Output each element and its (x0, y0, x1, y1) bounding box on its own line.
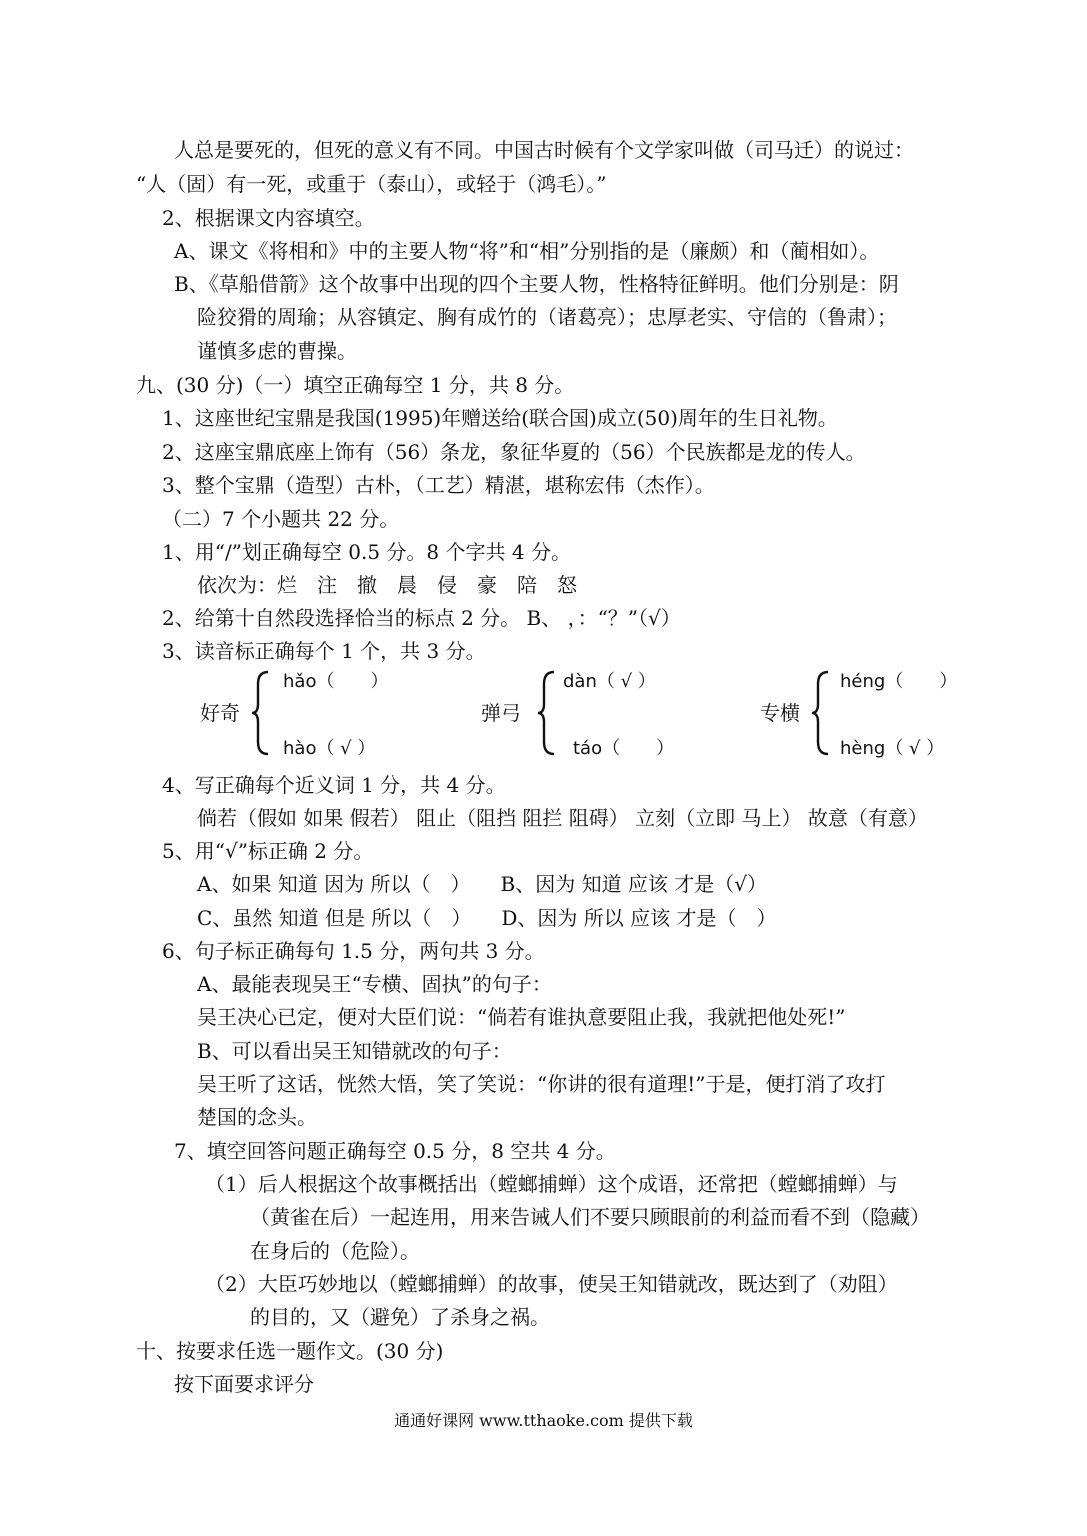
text-line: A、最能表现吴王“专横、固执”的句子： (197, 972, 552, 996)
pinyin-word: 好奇 (200, 701, 240, 725)
text-line: 依次为：烂 注 撤 晨 侵 豪 陪 怒 (197, 573, 577, 597)
text-line: 2、这座宝鼎底座上饰有（56）条龙，象征华夏的（56）个民族都是龙的传人。 (162, 440, 866, 464)
text-line: “人（固）有一死，或重于（泰山），或轻于（鸿毛）。” (136, 172, 607, 196)
left-brace-icon (536, 670, 558, 756)
text-line: A、如果 知道 因为 所以（ ） B、因为 知道 应该 才是（√） (197, 872, 768, 896)
text-line: 5、用“√”标正确 2 分。 (162, 839, 374, 863)
text-line: 倘若（假如 如果 假若） 阻止（阻挡 阻拦 阻碍） 立刻（立即 马上） 故意（有意） (197, 806, 928, 830)
pinyin-group-haoqi (200, 670, 420, 760)
text-line: 谨慎多虑的曹操。 (197, 339, 357, 363)
text-line: C、虽然 知道 但是 所以（ ） D、因为 所以 应该 才是（ ） (197, 906, 777, 930)
text-line: 2、给第十自然段选择恰当的标点 2 分。 B、 ，：“？”（√） (162, 606, 681, 630)
text-line: 吴王听了这话，恍然大悟，笑了笑说：“你讲的很有道理!”于是，便打消了攻打 (197, 1072, 886, 1096)
text-line: （黄雀在后）一起连用，用来告诫人们不要只顾眼前的利益而看不到（隐藏） (250, 1205, 930, 1229)
text-line: 3、读音标正确每个 1 个，共 3 分。 (162, 639, 486, 663)
pinyin-word: 专横 (760, 701, 800, 725)
text-line: （2）大臣巧妙地以（螳螂捕蝉）的故事，使吴王知错就改，既达到了（劝阻） (205, 1272, 898, 1296)
text-line: 1、这座世纪宝鼎是我国(1995)年赠送给(联合国)成立(50)周年的生日礼物。 (162, 406, 838, 430)
pinyin-option-bottom: táo（ ） (573, 738, 675, 759)
text-line: 7、填空回答问题正确每空 0.5 分，8 空共 4 分。 (174, 1139, 616, 1163)
text-line: A、课文《将相和》中的主要人物“将”和“相”分别指的是（廉颇）和（蔺相如）。 (174, 239, 880, 263)
pinyin-option-bottom: hào（ √ ） (283, 738, 376, 759)
pinyin-option-top: hǎo（ ） (283, 671, 389, 692)
pinyin-option-top: héng（ ） (840, 671, 958, 692)
text-line: B、可以看出吴王知错就改的句子： (197, 1039, 512, 1063)
text-line: 楚国的念头。 (197, 1105, 317, 1129)
left-brace-icon (810, 670, 832, 756)
text-line: B、《草船借箭》这个故事中出现的四个主要人物，性格特征鲜明。他们分别是：阴 (174, 272, 899, 296)
text-line: 人总是要死的，但死的意义有不同。中国古时候有个文学家叫做（司马迁）的说过： (174, 138, 914, 162)
page-footer: 通通好课网 www.tthaoke.com 提供下载 (394, 1411, 693, 1430)
pinyin-word: 弹弓 (481, 701, 521, 725)
text-line: 九、(30 分)（一）填空正确每空 1 分，共 8 分。 (136, 373, 575, 397)
text-line: 险狡猾的周瑜；从容镇定、胸有成竹的（诸葛亮）；忠厚老实、守信的（鲁肃）； (197, 305, 897, 329)
text-line: 按下面要求评分 (174, 1372, 314, 1396)
text-line: 1、用“/”划正确每空 0.5 分。8 个字共 4 分。 (162, 540, 571, 564)
pinyin-option-top: dàn（ √ ） (563, 671, 656, 692)
text-line: 4、写正确每个近义词 1 分，共 4 分。 (162, 773, 506, 797)
text-line: 的目的，又（避免）了杀身之祸。 (250, 1305, 550, 1329)
pinyin-option-bottom: hèng（ √ ） (840, 738, 945, 759)
left-brace-icon (250, 670, 272, 756)
text-line: （二）7 个小题共 22 分。 (162, 507, 400, 531)
text-line: 6、句子标正确每句 1.5 分，两句共 3 分。 (162, 939, 545, 963)
text-line: （1）后人根据这个故事概括出（螳螂捕蝉）这个成语，还常把（螳螂捕蝉）与 (205, 1172, 898, 1196)
pinyin-group-dangong (481, 670, 701, 760)
text-line: 3、整个宝鼎（造型）古朴，（工艺）精湛，堪称宏伟（杰作）。 (162, 473, 715, 497)
text-line: 吴王决心已定，便对大臣们说：“倘若有谁执意要阻止我，我就把他处死!” (197, 1005, 846, 1029)
pinyin-group-zhuanheng (760, 670, 990, 760)
text-line: 十、按要求任选一题作文。(30 分) (136, 1339, 444, 1363)
text-line: 2、根据课文内容填空。 (162, 206, 375, 230)
text-line: 在身后的（危险）。 (250, 1239, 420, 1263)
